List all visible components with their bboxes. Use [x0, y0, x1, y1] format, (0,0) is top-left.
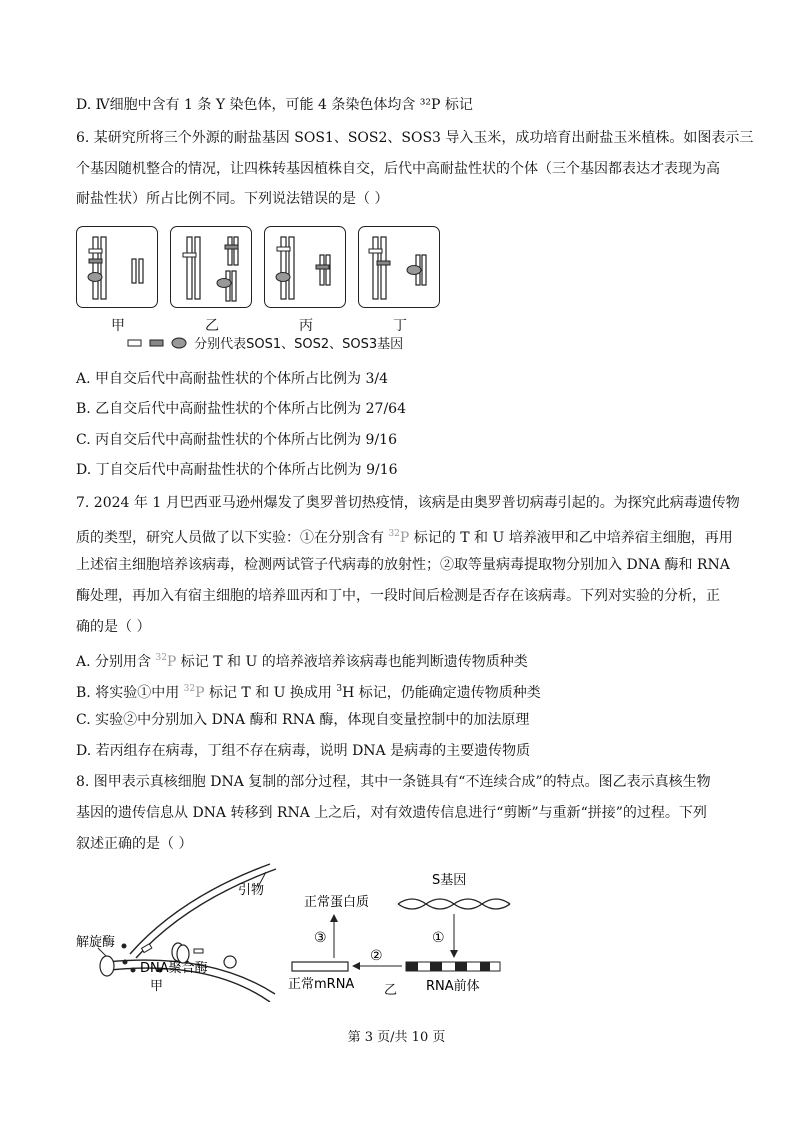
caption-yi: 乙: [205, 318, 219, 334]
caption-ding: 丁: [393, 318, 407, 334]
isotope-p32: $^{32}$P: [155, 653, 177, 670]
question-6-option-b: B. 乙自交后代中高耐盐性状的个体所占比例为 27/64: [76, 401, 406, 417]
question-7-line-1: 7. 2024 年 1 月巴西亚马逊州爆发了奥罗普切热疫情，该病是由奥罗普切病毒引起的。为探究此病毒遗传物: [76, 495, 740, 511]
step-3-label: ③: [314, 930, 327, 946]
question-7-option-a: [76, 648, 528, 672]
label-primer: 引物: [238, 883, 265, 898]
q7-b-part-2: 标记 T 和 U 换成用: [208, 685, 332, 701]
q7-line2-part-b: 标记的 T 和 U 培养液甲和乙中培养宿主细胞，再用: [413, 530, 733, 546]
q7-a-part-1: A. 分别用含: [76, 654, 152, 670]
caption-bing: 丙: [299, 318, 313, 334]
question-7-option-b: [76, 679, 541, 703]
label-normal-mrna: 正常mRNA: [288, 977, 355, 992]
label-normal-protein: 正常蛋白质: [304, 895, 370, 910]
question-6-option-a: A. 甲自交后代中高耐盐性状的个体所占比例为 3/4: [76, 371, 388, 387]
question-6-line-2: 个基因随机整合的情况，让四株转基因植株自交，后代中高耐盐性状的个体（三个基因都表达才表现为高: [76, 161, 720, 177]
q7-line2-part-a: 质的类型，研究人员做了以下实验：①在分别含有: [76, 530, 384, 546]
label-polymerase: DNA聚合酶: [140, 961, 208, 976]
question-6-line-1: 6. 某研究所将三个外源的耐盐基因 SOS1、SOS2、SOS3 导入玉米，成功培育出耐盐玉米植株。如图表示三: [76, 130, 754, 146]
chromosome-box-bing: [264, 226, 346, 308]
figure-6-legend: [126, 333, 403, 352]
label-s-gene: S基因: [432, 873, 467, 888]
question-7-line-4: 酶处理，再加入有宿主细胞的培养皿丙和丁中，一段时间后检测是否存在该病毒。下列对实验的分析，正: [76, 588, 720, 604]
question-7-line-5: 确的是（ ）: [76, 619, 151, 635]
legend-text: 分别代表SOS1、SOS2、SOS3基因: [194, 337, 404, 352]
q7-b-part-1: B. 将实验①中用: [76, 685, 180, 701]
chromosome-box-ding: [358, 226, 440, 308]
question-6-line-3: 耐盐性状）所占比例不同。下列说法错误的是（ ）: [76, 191, 389, 207]
caption-yi-fig8: 乙: [384, 983, 398, 998]
question-8-line-1: 8. 图甲表示真核细胞 DNA 复制的部分过程，其中一条链具有“不连续合成”的特点。图乙表示真核生物: [76, 774, 711, 790]
caption-jia: 甲: [111, 318, 125, 334]
question-7-option-d: D. 若丙组存在病毒，丁组不存在病毒，说明 DNA 是病毒的主要遗传物质: [76, 743, 531, 759]
isotope-p32: $^{32}$P: [388, 529, 410, 546]
label-helicase: 解旋酶: [76, 935, 116, 950]
isotope-p32: $^{32}$P: [183, 684, 205, 701]
isotope-h3: $^3$H: [336, 684, 355, 701]
question-6-option-c: C. 丙自交后代中高耐盐性状的个体所占比例为 9/16: [76, 432, 398, 448]
caption-jia-fig8: 甲: [150, 979, 164, 994]
page-footer: 第 3 页/共 10 页: [347, 1030, 446, 1045]
q7-a-part-2: 标记 T 和 U 的培养液培养该病毒也能判断遗传物质种类: [180, 654, 528, 670]
label-rna-precursor: RNA前体: [426, 979, 480, 994]
figure-yi: [288, 873, 510, 998]
option-d-prev: D. Ⅳ细胞中含有 1 条 Y 染色体，可能 4 条染色体均含 ³²P 标记: [76, 97, 473, 113]
chromosome-box-jia: [76, 226, 158, 308]
step-1-label: ①: [432, 930, 445, 946]
legend-symbols-icon: [126, 336, 190, 350]
question-6-option-d: D. 丁自交后代中高耐盐性状的个体所占比例为 9/16: [76, 462, 398, 478]
figure-8: [70, 862, 520, 1002]
figure-jia: [76, 864, 276, 1002]
question-7-line-3: 上述宿主细胞培养该病毒，检测两试管子代病毒的放射性；②取等量病毒提取物分别加入 DNA 酶和 RNA: [76, 557, 730, 573]
question-7-line-2: [76, 524, 733, 548]
step-2-label: ②: [370, 948, 383, 964]
question-8-line-3: 叙述正确的是（ ）: [76, 836, 193, 852]
question-8-line-2: 基因的遗传信息从 DNA 转移到 RNA 上之后，对有效遗传信息进行“剪断”与重新“拼接”的过程。下列: [76, 805, 707, 821]
question-7-option-c: C. 实验②中分别加入 DNA 酶和 RNA 酶，体现自变量控制中的加法原理: [76, 712, 530, 728]
q7-b-part-3: 标记，仍能确定遗传物质种类: [358, 685, 541, 701]
chromosome-box-yi: [170, 226, 252, 308]
